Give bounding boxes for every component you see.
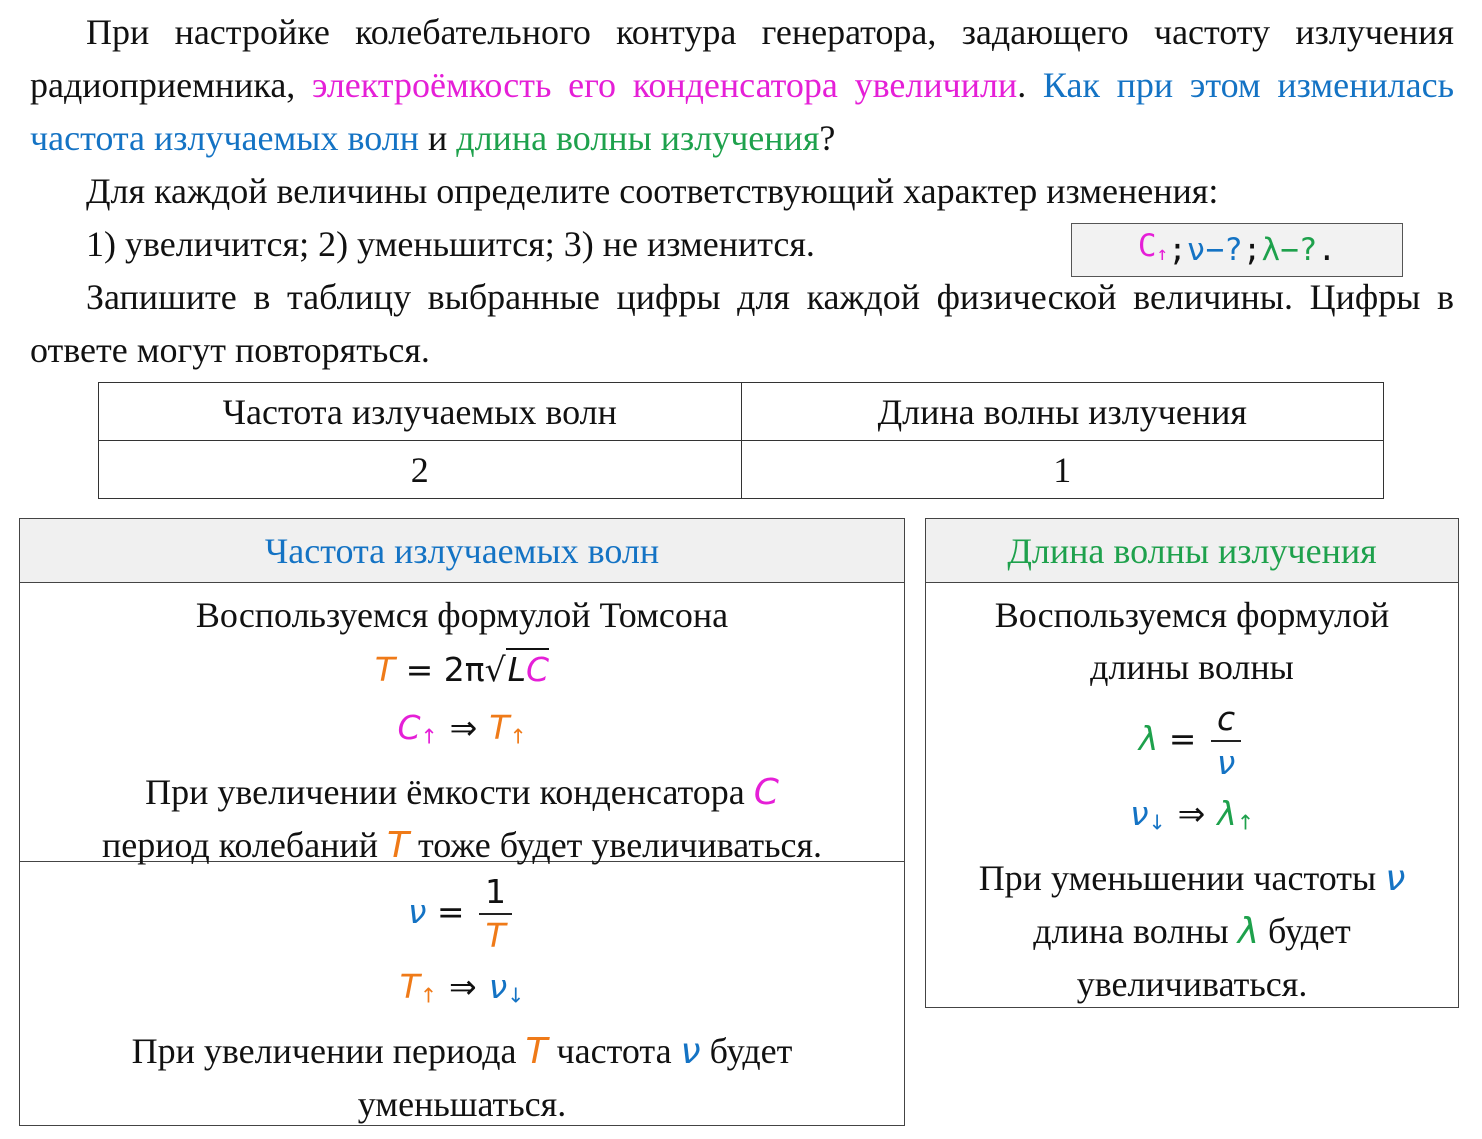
problem-options: 1) увеличится; 2) уменьшится; 3) не изменится. xyxy=(86,224,815,264)
problem-paragraph-4: Запишите в таблицу выбранные цифры для каждой физической величины. Цифры в ответе могут повторяться. xyxy=(30,277,1454,370)
table-row xyxy=(99,441,1384,499)
table-row xyxy=(99,383,1384,441)
thomson-intro: Воспользуемся формулой Томсона xyxy=(195,595,729,635)
options-row xyxy=(30,218,1454,271)
highlight-frequency-question: Как при этом изменилась частота излучаемых волн xyxy=(30,65,1455,158)
thomson-formula: T = 2π√LC xyxy=(374,650,550,689)
answer-wavelength: 1 xyxy=(741,441,1384,499)
wavelength-intro: Воспользуемся формулой длины волны xyxy=(994,595,1390,687)
period-frequency-implication: T↑ ⇒ ν↓ xyxy=(399,967,525,1008)
wavelength-formula: λ = $\frac{c}{\nu}$ xyxy=(944,693,1440,785)
frequency-solution-panel xyxy=(19,518,905,1126)
highlight-capacitance: электроёмкость его конденсатора увеличили xyxy=(312,65,1018,105)
answer-frequency: 2 xyxy=(99,441,742,499)
frequency-panel-title: Частота излучаемых волн xyxy=(20,519,904,583)
hint-nu: ν−? xyxy=(1186,231,1243,268)
highlight-wavelength: длина волны излучения xyxy=(456,118,820,158)
frequency-wavelength-implication: ν↓ ⇒ λ↑ xyxy=(1130,794,1254,835)
hint-c: C↑ xyxy=(1137,227,1169,266)
answer-table xyxy=(98,382,1384,499)
header-frequency: Частота излучаемых волн xyxy=(99,383,742,441)
thomson-explanation-2: период колебаний T тоже будет увеличиваться. xyxy=(101,824,823,866)
wavelength-explanation: При уменьшении частоты ν длина волны λ будет увеличиваться. xyxy=(978,857,1406,1004)
wavelength-panel-title: Длина волны излучения xyxy=(926,519,1458,583)
capacitance-period-implication: C↑ ⇒ T↑ xyxy=(397,708,527,749)
problem-paragraph-1: При настройке колебательного контура генератора, задающего частоту излучения радиоприемника, электроёмкость его конденсатора увеличили. Как при этом изменилась частота излучаемых волн и длина волны излучения? xyxy=(30,12,1455,158)
frequency-formula: ν = $\frac{1}{T}$ xyxy=(20,866,904,958)
frequency-explanation: При увеличении периода T частота ν будет уменьшаться. xyxy=(131,1030,793,1124)
header-wavelength: Длина волны излучения xyxy=(741,383,1384,441)
hint-lambda: λ−? xyxy=(1261,231,1318,268)
wavelength-solution-panel xyxy=(925,518,1459,1008)
thomson-section xyxy=(20,583,904,866)
problem-statement xyxy=(30,6,1454,377)
frequency-period-section xyxy=(20,862,904,1130)
answer-hint-box: C↑ ; ν−? ; λ−? . xyxy=(1071,223,1403,277)
problem-paragraph-2: Для каждой величины определите соответствующий характер изменения: xyxy=(86,171,1219,211)
wavelength-section xyxy=(926,583,1458,1010)
thomson-explanation-1: При увеличении ёмкости конденсатора C xyxy=(145,771,779,813)
